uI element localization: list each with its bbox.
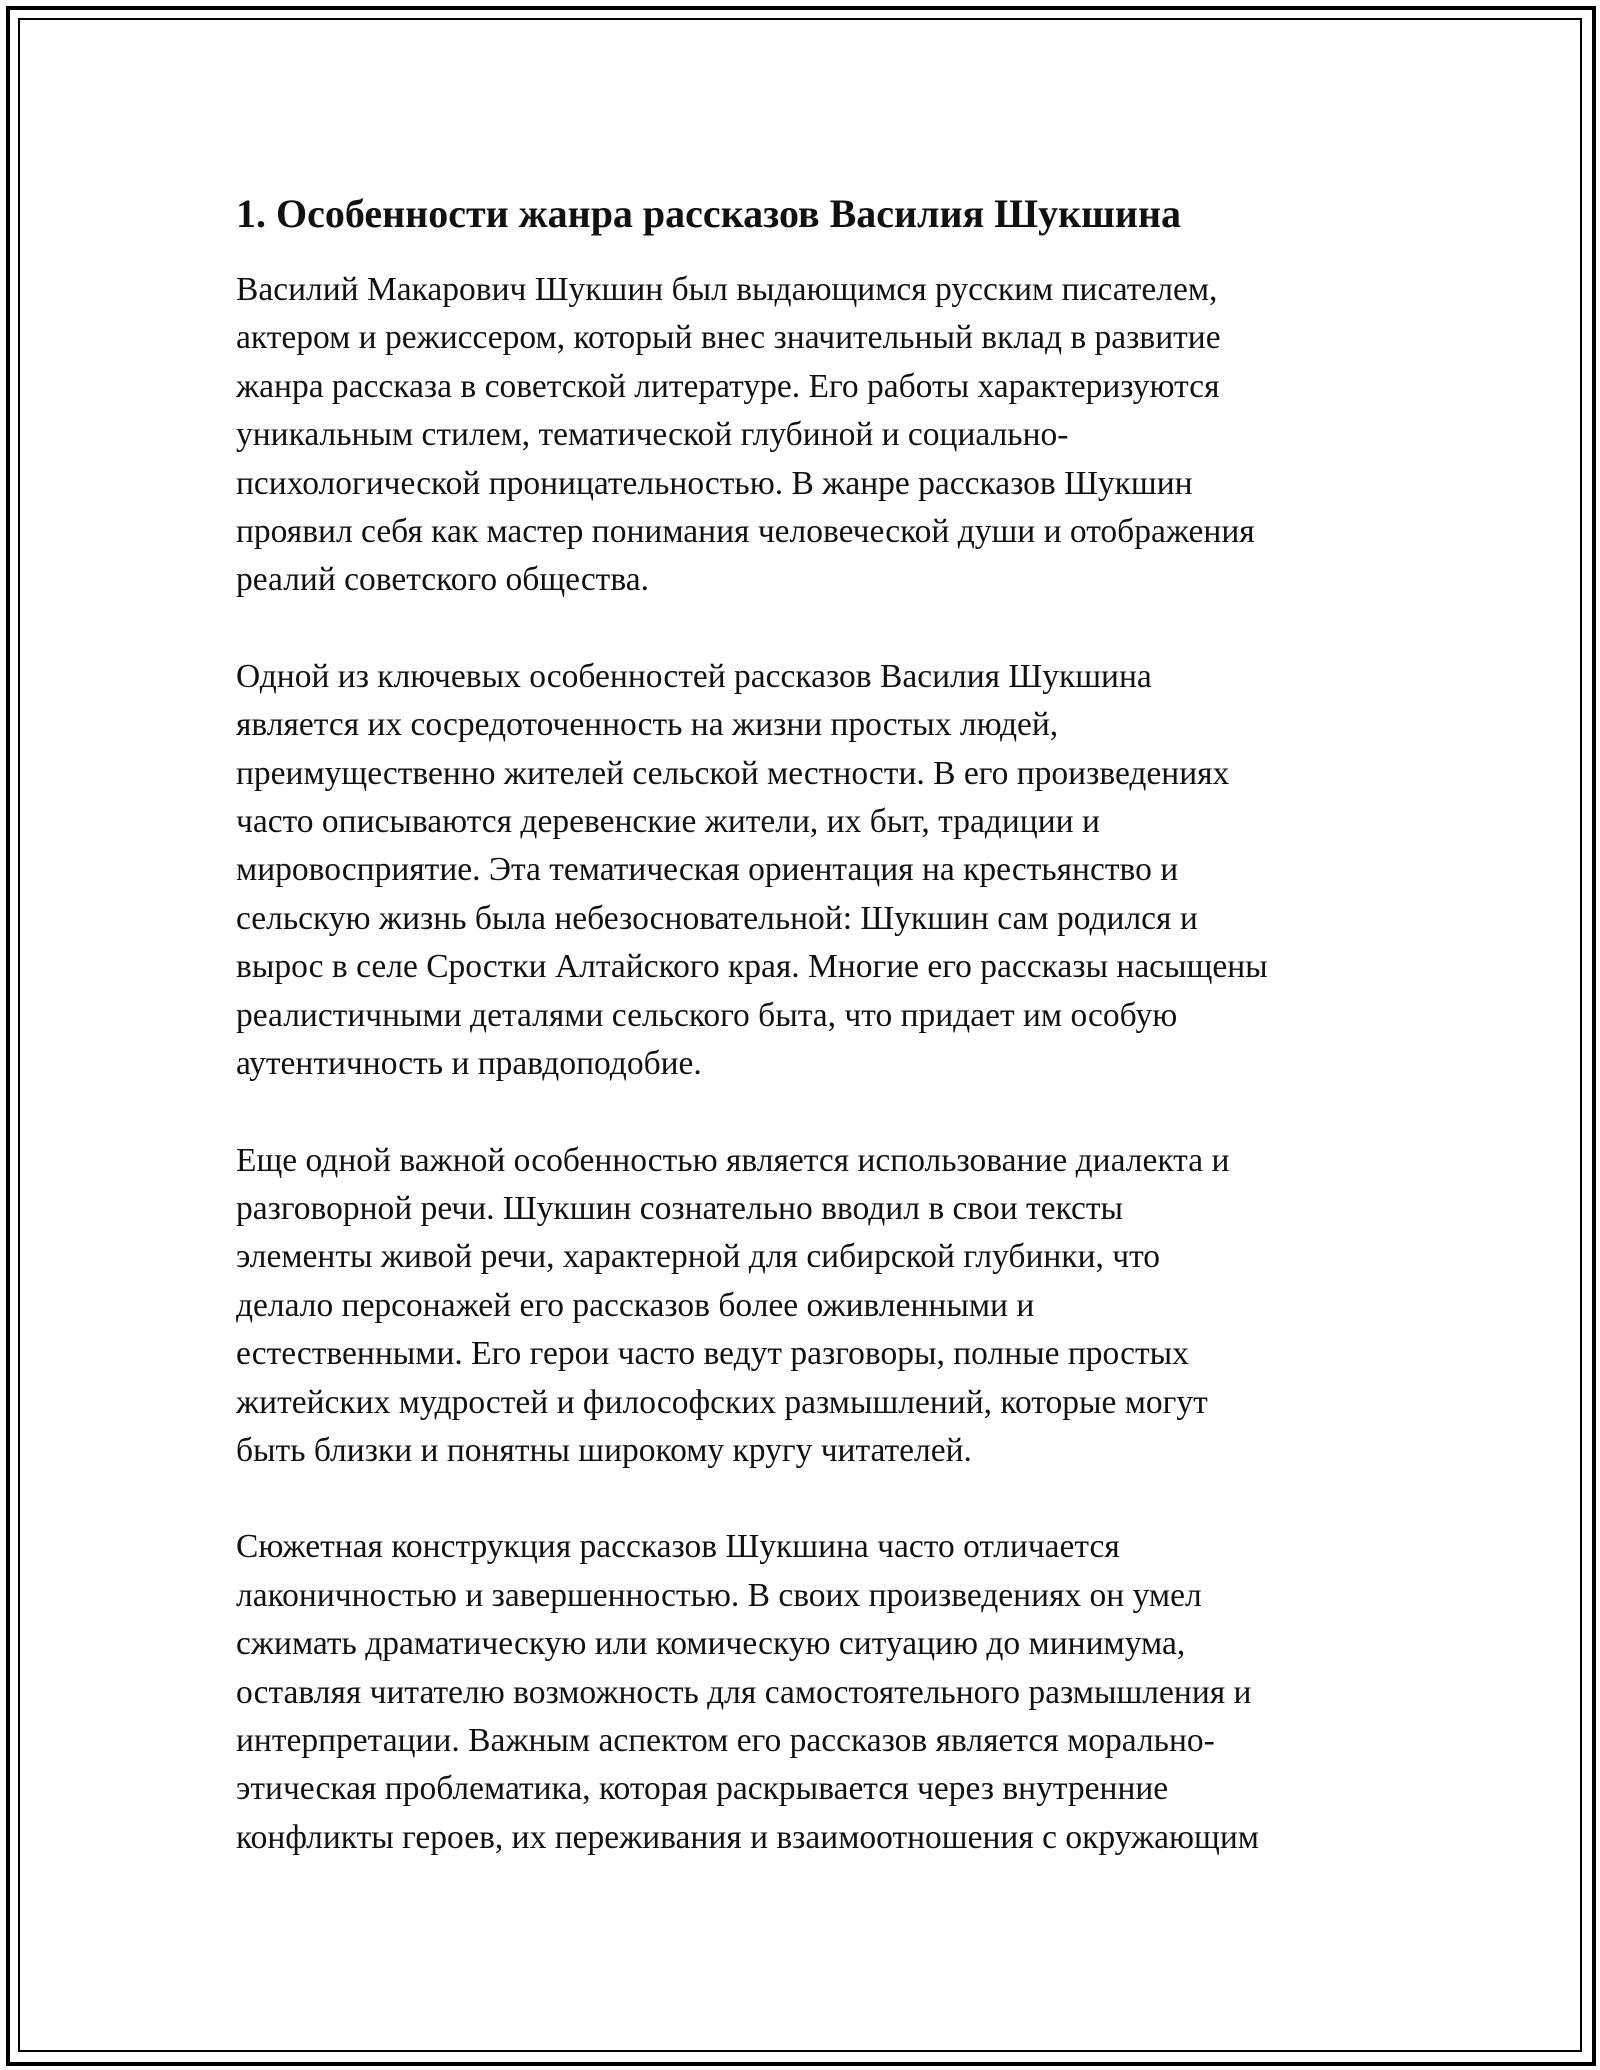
section-heading: 1. Особенности жанра рассказов Василия Шукшина	[236, 191, 1182, 236]
paragraph-2: Одной из ключевых особенностей рассказов Василия Шукшина является их сосредоточенность на жизни простых людей, преимущественно жителей сельской местности. В его произведениях часто описываются деревенские жители, их быт, традиции и мировосприятие. Эта тематическая ориентация на крестьянство и сельскую жизнь была небезосновательной: Шукшин сам родился и вырос в селе Сростки Алтайского края. Многие его рассказы насыщены реалистичными деталями сельского быта, что придает им особую аутентичность и правдоподобие.	[236, 657, 1268, 1083]
paragraph-1: Василий Макарович Шукшин был выдающимся русским писателем, актером и режиссером, который внес значительный вклад в развитие жанра рассказа в советской литературе. Его работы характеризуются уникальным стилем, тематической глубиной и социально- психологической проницательностью. В жанре рассказов Шукшин проявил себя как мастер понимания человеческой души и отображения реалий советского общества.	[236, 271, 1255, 599]
paragraph-4: Сюжетная конструкция рассказов Шукшина часто отличается лаконичностью и завершенностью. В своих произведениях он умел сжимать драматическую или комическую ситуацию до минимума, оставляя читателю возможность для самостоятельного размышления и интерпретации. Важным аспектом его рассказов является морально- этическая проблематика, которая раскрывается через внутренние конфликты героев, их переживания и взаимоотношения с окружающим	[236, 1528, 1259, 1856]
document-body	[236, 186, 1386, 1910]
paragraph-3: Еще одной важной особенностью является использование диалекта и разговорной речи. Шукшин сознательно вводил в свои тексты элементы живой речи, характерной для сибирской глубинки, что делало персонажей его рассказов более оживленными и естественными. Его герои часто ведут разговоры, полные простых житейских мудростей и философских размышлений, которые могут быть близки и понятны широкому кругу читателей.	[236, 1141, 1230, 1469]
